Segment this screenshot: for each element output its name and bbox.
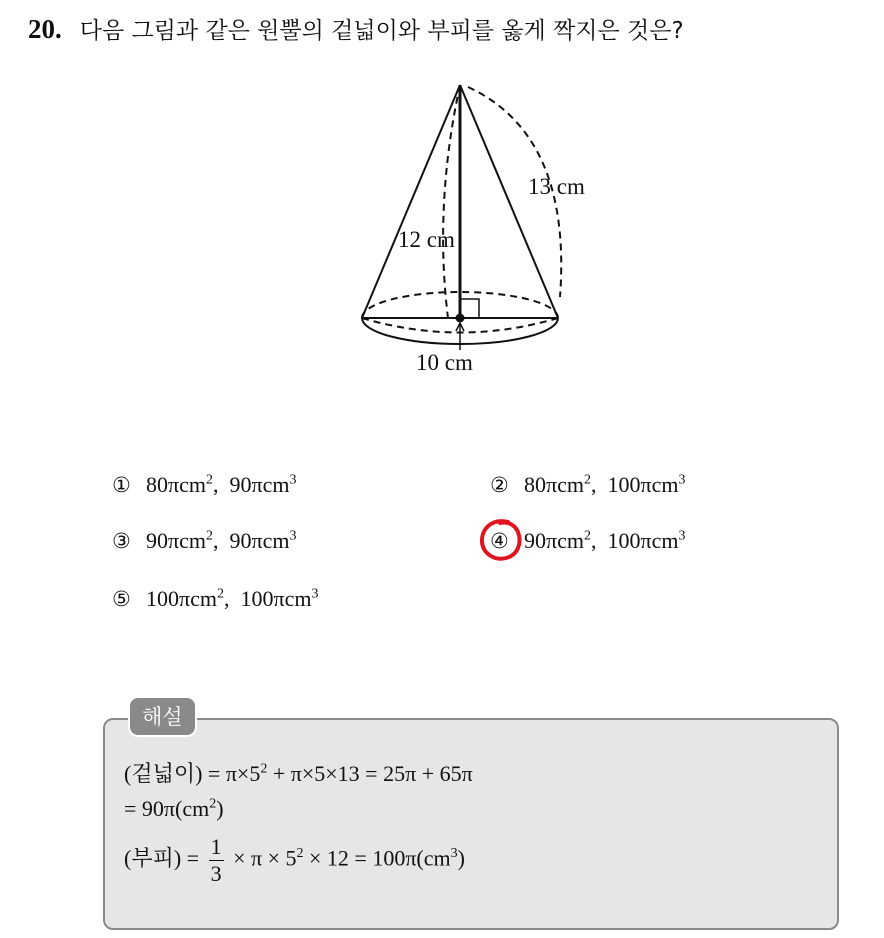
choice-5[interactable]: ⑤ 100πcm$^2$, 100πcm$^3$ <box>112 586 319 611</box>
solution-tag: 해설 <box>130 698 195 735</box>
fraction-one-third: $\frac{1}{3}$ <box>210 834 222 886</box>
choice-1[interactable]: ① 80πcm$^2$, 90πcm$^3$ <box>112 472 297 497</box>
question <box>28 12 684 45</box>
slant-label: 13 cm <box>528 174 585 199</box>
answer-circle-icon <box>478 517 524 563</box>
question-text: 다음 그림과 같은 원뿔의 겉넓이와 부피를 옳게 짝지은 것은? <box>79 18 684 44</box>
solution-box <box>103 718 839 930</box>
cone-left-side <box>362 85 460 318</box>
choice-3[interactable]: ③ 90πcm$^2$, 90πcm$^3$ <box>112 528 297 553</box>
question-number: 20. <box>28 14 62 44</box>
base-center-dot <box>456 314 465 323</box>
choice-4[interactable]: ④ 90πcm$^2$, 100πcm$^3$ <box>490 528 686 553</box>
choice-2[interactable]: ② 80πcm$^2$, 100πcm$^3$ <box>490 472 686 497</box>
cone-right-side <box>460 85 558 318</box>
solution-line-2: = $90\pi(cm^2)$ <box>124 796 224 821</box>
solution-line-3: (부피) = $\frac{1}{3}$ × $\pi \times 5^2 \times 12 = 100\pi(cm^3)$ <box>124 834 465 886</box>
solution-line-1: (겉넓이) = $\pi\times 5^2 + \pi\times 5\times 13 = 25\pi + 65\pi$ <box>124 761 473 786</box>
diameter-label: 10 cm <box>416 350 473 375</box>
cone-figure <box>340 75 630 385</box>
height-label: 12 cm <box>398 227 455 252</box>
